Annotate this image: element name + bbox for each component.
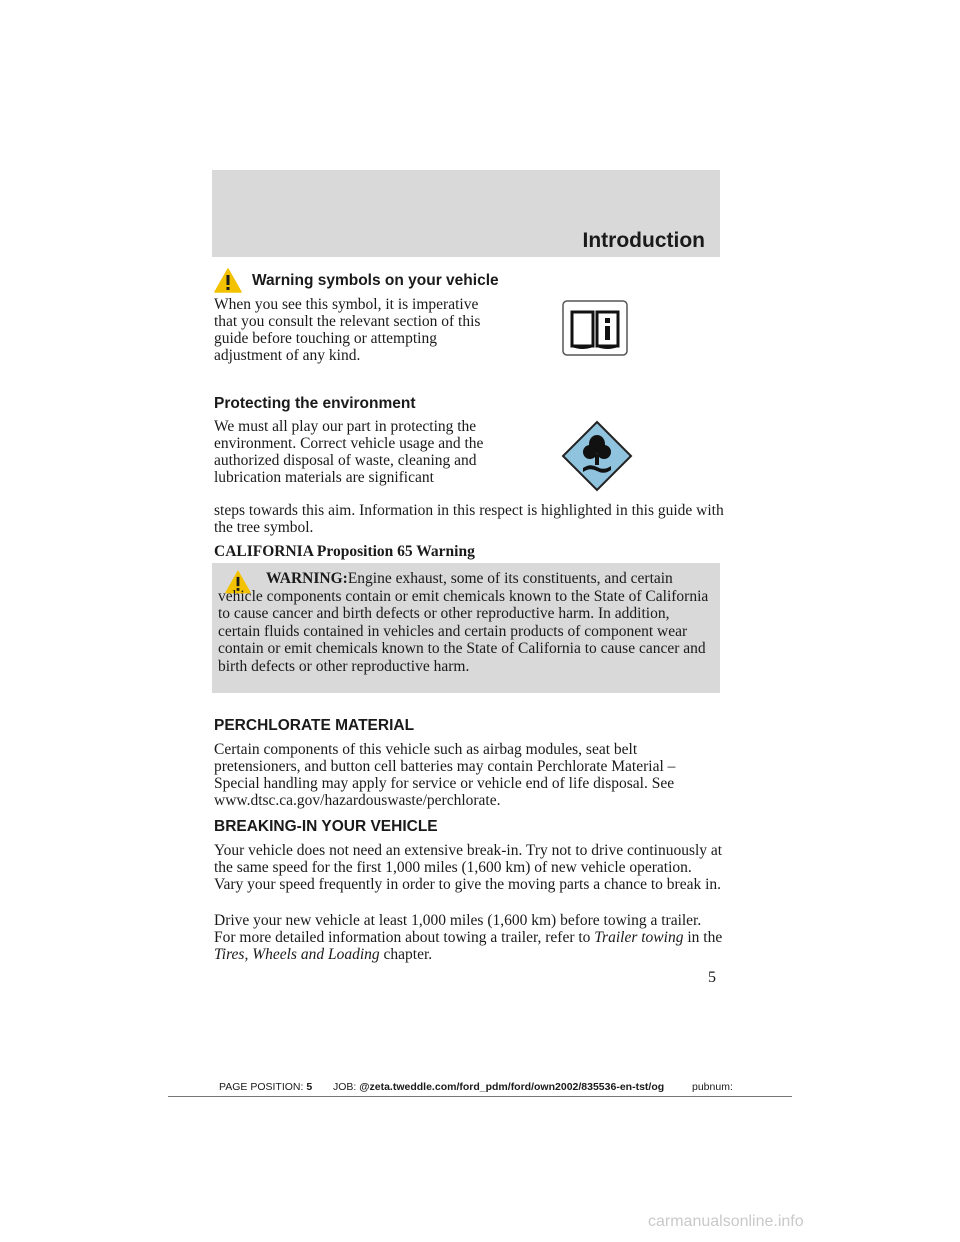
towing-lead-text: Drive your new vehicle at least 1,000 miles (1,600 km) before towing a trailer. For more detailed information about towing a trailer, refer to	[214, 912, 702, 946]
california-warning-text	[218, 570, 714, 675]
warning-body: Engine exhaust, some of its constituents, and certain vehicle components contain or emit chemicals known to the State of California to cause cancer and birth defects or other reproductive harm. In addition, certain fluids contained in vehicles and certain products of component wear contain or emit chemicals known to the State of California to cause cancer and birth defects or other reproductive harm.	[218, 570, 709, 675]
page-position-label: PAGE POSITION:	[219, 1081, 304, 1093]
break-in-paragraph-1: Your vehicle does not need an extensive break-in. Try not to drive continuously at the same speed for the first 1,000 miles (1,600 km) of new vehicle operation. Vary your speed frequently in order to give the moving parts a chance to break in.	[214, 842, 723, 893]
towing-end-text: chapter.	[383, 946, 433, 963]
owner-guide-book-icon	[562, 300, 628, 356]
break-in-heading: BREAKING-IN YOUR VEHICLE	[214, 818, 438, 835]
environment-text-part1: We must all play our part in protecting the environment. Correct vehicle usage and the authorized disposal of waste, cleaning and lubrication materials are significant	[214, 418, 484, 486]
chapter-title: Introduction	[582, 229, 705, 252]
job-value: @zeta.tweddle.com/ford_pdm/ford/own2002/835536-en-tst/og	[359, 1081, 665, 1093]
tree-symbol-icon	[561, 420, 633, 492]
warning-triangle-icon	[214, 268, 242, 293]
footer-job	[333, 1081, 664, 1093]
perchlorate-heading: PERCHLORATE MATERIAL	[214, 717, 415, 734]
watermark: carmanualsonline.info	[648, 1213, 804, 1230]
perchlorate-text: Certain components of this vehicle such as airbag modules, seat belt pretensioners, and button cell batteries may contain Perchlorate Material – Special handling may apply for service or vehicle end of life disposal. See www.dtsc.ca.gov/hazardouswaste/perchlorate.	[214, 741, 676, 809]
page-position-value: 5	[306, 1081, 313, 1093]
warning-label: WARNING:	[266, 570, 348, 587]
page-number: 5	[708, 969, 716, 986]
environment-text-part2: steps towards this aim. Information in this respect is highlighted in this guide with the tree symbol.	[214, 502, 724, 536]
footer-pubnum: pubnum:	[692, 1081, 733, 1093]
break-in-paragraph-2	[214, 912, 724, 963]
california-heading: CALIFORNIA Proposition 65 Warning	[214, 543, 475, 560]
towing-mid-text: in the	[687, 929, 723, 946]
footer-page-position	[219, 1081, 312, 1093]
warning-symbols-text: When you see this symbol, it is imperative that you consult the relevant section of this guide before touching or attempting adjustment of any kind.	[214, 296, 481, 364]
footer-rule	[168, 1096, 792, 1097]
environment-heading: Protecting the environment	[214, 395, 416, 412]
trailer-towing-reference: Trailer towing	[594, 929, 684, 946]
tires-chapter-reference: Tires, Wheels and Loading	[214, 946, 380, 963]
job-label: JOB:	[333, 1081, 357, 1093]
warning-symbols-heading: Warning symbols on your vehicle	[252, 272, 499, 289]
